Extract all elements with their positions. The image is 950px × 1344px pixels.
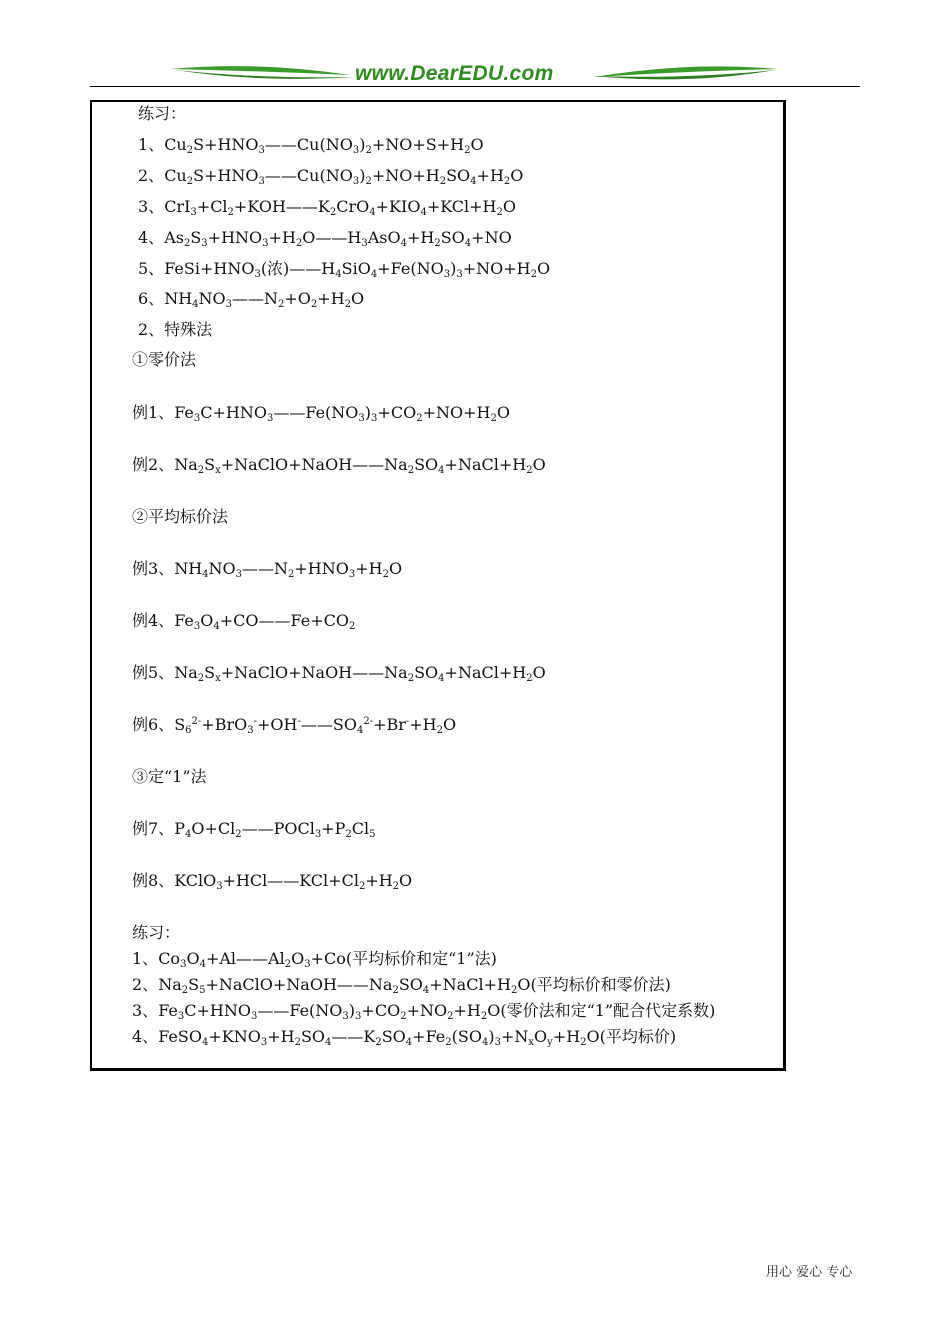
example-4: 例4、$Fe_3O_4+CO——Fe+CO_2$ [132, 611, 356, 632]
header-divider [90, 86, 860, 87]
special-method-title: 2、特殊法 [138, 320, 213, 339]
average-valence-heading: ②平均标价法 [132, 507, 229, 526]
practice2-item-1: 1、$Co_3O_4+Al——Al_2O_3+Co$(平均标价和定“1”法) [132, 949, 497, 970]
practice2-item-4: 4、$FeSO_4+KNO_3+H_2SO_4——K_2SO_4+Fe_2(SO_4)_3+N_xO_y+H_2O$(平均标价) [132, 1027, 677, 1048]
example-5: 例5、$Na_2S_x+NaClO+NaOH——Na_2SO_4+NaCl+H_2O$ [132, 663, 546, 684]
practice1-title: 练习： [138, 104, 187, 123]
practice1-item-4: 4、$As_2S_3+HNO_3+H_2O——H_3AsO_4+H_2SO_4+NO$ [138, 228, 512, 249]
example-2: 例2、$Na_2S_x+NaClO+NaOH——Na_2SO_4+NaCl+H_2O$ [132, 455, 546, 476]
example-6: 例6、$S_6^{2-}+BrO_3^-+OH^-——SO_4^{2-}+Br^-+H_2O$ [132, 715, 457, 736]
practice1-item-3: 3、$CrI_3+Cl_2+KOH——K_2CrO_4+KIO_4+KCl+H_2O$ [138, 197, 516, 218]
site-logo[interactable]: www.DearEDU.com [355, 62, 554, 85]
example-1: 例1、$Fe_3C+HNO_3——Fe(NO_3)_3+CO_2+NO+H_2O$ [132, 403, 510, 424]
practice2-item-3: 3、$Fe_3C+HNO_3——Fe(NO_3)_3+CO_2+NO_2+H_2O$(零价法和定“1”配合代定系数) [132, 1001, 716, 1022]
example-8: 例8、$KClO_3+HCl——KCl+Cl_2+H_2O$ [132, 871, 413, 892]
fix-one-heading: ③定“1”法 [132, 767, 207, 786]
practice1-item-2: 2、$Cu_2S+HNO_3——Cu(NO_3)_2+NO+H_2SO_4+H_2O$ [138, 166, 524, 187]
zero-valence-heading: ①零价法 [132, 350, 197, 369]
page-footer: 用心 爱心 专心 [766, 1265, 853, 1280]
example-7: 例7、$P_4O+Cl_2——POCl_3+P_2Cl_5$ [132, 819, 376, 840]
practice2-title: 练习： [132, 923, 181, 942]
practice2-item-2: 2、$Na_2S_5+NaClO+NaOH——Na_2SO_4+NaCl+H_2O$(平均标价和零价法) [132, 975, 671, 996]
practice1-item-6: 6、$NH_4NO_3——N_2+O_2+H_2O$ [138, 289, 365, 310]
practice1-item-5: 5、$FeSi+HNO_3$(浓)$——H_4SiO_4+Fe(NO_3)_3+NO+H_2O$ [138, 259, 551, 280]
example-3: 例3、$NH_4NO_3——N_2+HNO_3+H_2O$ [132, 559, 403, 580]
practice1-item-1: 1、$Cu_2S+HNO_3——Cu(NO_3)_2+NO+S+H_2O$ [138, 135, 484, 156]
